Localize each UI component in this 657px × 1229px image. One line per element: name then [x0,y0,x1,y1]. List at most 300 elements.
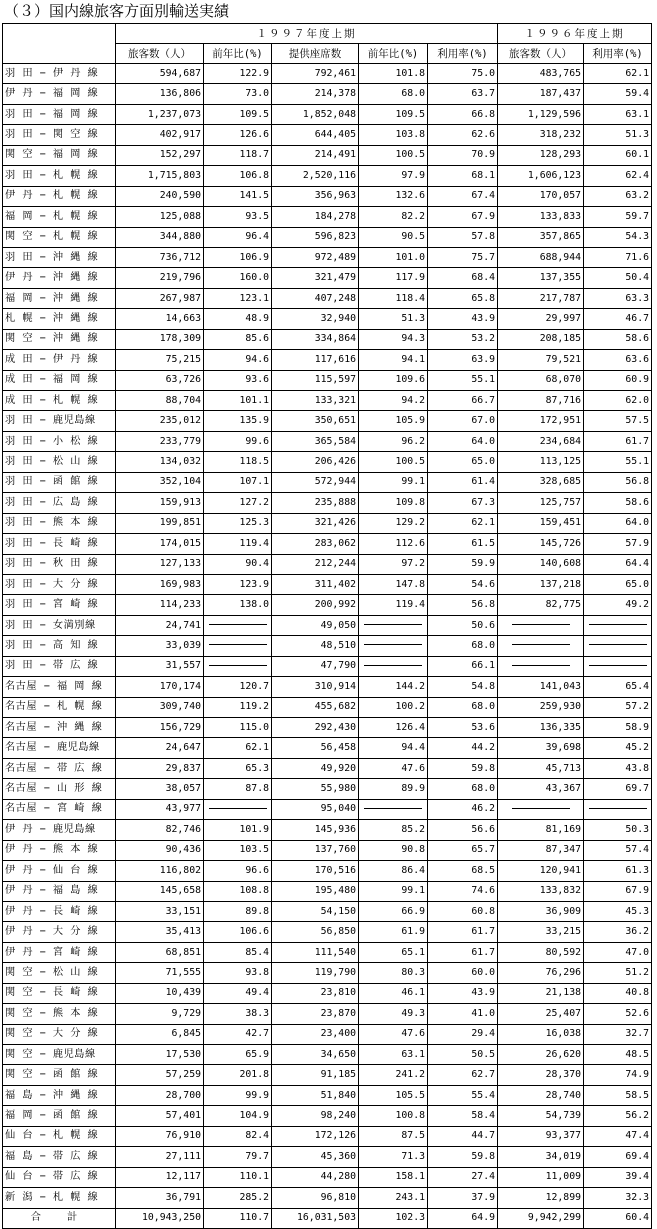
passengers-yoy-cell: 101.9 [204,820,272,840]
route-cell: 関 空 − 函 館 線 [3,1065,116,1085]
passengers-1997-cell: 352,104 [116,472,204,492]
route-cell: 名古屋 − 沖 縄 線 [3,718,116,738]
header-seats-1997: 提供座席数 [272,44,359,64]
passengers-yoy-cell: 160.0 [204,268,272,288]
header-passengers-1996: 旅客数（人） [498,44,584,64]
seats-yoy-cell: 105.5 [359,1085,428,1105]
load-factor-1997-cell: 53.2 [428,329,498,349]
table-row [3,513,652,533]
route-cell: 羽 田 − 関 空 線 [3,125,116,145]
passengers-yoy-cell: 96.4 [204,227,272,247]
route-cell: 伊 丹 − 長 崎 線 [3,901,116,921]
seats-yoy-cell: 101.0 [359,247,428,267]
seats-yoy-cell: 99.1 [359,881,428,901]
route-cell: 羽 田 − 宮 崎 線 [3,595,116,615]
seats-yoy-cell: 101.8 [359,64,428,84]
seats-yoy-cell: 129.2 [359,513,428,533]
load-factor-1997-cell: 62.1 [428,513,498,533]
table-row [3,861,652,881]
route-cell: 関 空 − 松 山 線 [3,963,116,983]
load-factor-1997-cell: 68.5 [428,861,498,881]
route-cell: 伊 丹 − 仙 台 線 [3,861,116,881]
table-row [3,452,652,472]
seats-cell: 321,426 [272,513,359,533]
load-factor-1997-cell: 50.6 [428,615,498,635]
route-cell: 仙 台 − 札 幌 線 [3,1126,116,1146]
load-factor-1996-cell: 60.1 [584,145,652,165]
seats-cell: 365,584 [272,431,359,451]
passengers-1996-cell: 159,451 [498,513,584,533]
header-route-corner [3,24,116,64]
load-factor-1996-cell: 60.4 [584,1208,652,1228]
load-factor-1997-cell: 46.2 [428,799,498,819]
passengers-1996-cell: 172,951 [498,411,584,431]
passengers-yoy-cell: 94.6 [204,350,272,370]
passengers-yoy-cell: 85.6 [204,329,272,349]
passengers-1997-cell: 24,647 [116,738,204,758]
passengers-1997-cell: 71,555 [116,963,204,983]
load-factor-1997-cell: 61.4 [428,472,498,492]
load-factor-1996-cell: 69.4 [584,1147,652,1167]
passengers-yoy-cell: 109.5 [204,104,272,124]
seats-cell: 54,150 [272,901,359,921]
load-factor-1997-cell: 59.8 [428,1147,498,1167]
route-cell: 成 田 − 伊 丹 線 [3,350,116,370]
passengers-1997-cell: 82,746 [116,820,204,840]
passengers-1996-cell: 234,684 [498,431,584,451]
passengers-1996-cell: 140,608 [498,554,584,574]
passengers-1996-cell: 217,787 [498,288,584,308]
seats-cell: 48,510 [272,636,359,656]
load-factor-1997-cell: 44.2 [428,738,498,758]
seats-yoy-cell: 100.5 [359,145,428,165]
seats-yoy-cell: 90.8 [359,840,428,860]
table-row [3,247,652,267]
route-cell: 合 計 [3,1208,116,1228]
seats-cell: 49,920 [272,758,359,778]
seats-cell: 49,050 [272,615,359,635]
load-factor-1997-cell: 68.0 [428,779,498,799]
route-cell: 羽 田 − 秋 田 線 [3,554,116,574]
load-factor-1997-cell: 64.0 [428,431,498,451]
seats-yoy-cell: 80.3 [359,963,428,983]
seats-yoy-cell: 89.9 [359,779,428,799]
load-factor-1997-cell: 65.7 [428,840,498,860]
passengers-yoy-cell: 110.7 [204,1208,272,1228]
seats-yoy-cell: 63.1 [359,1045,428,1065]
seats-yoy-cell: 86.4 [359,861,428,881]
passengers-1997-cell: 57,401 [116,1106,204,1126]
passengers-1997-cell: 14,663 [116,309,204,329]
load-factor-1996-cell: 56.8 [584,472,652,492]
load-factor-1996-cell: 45.3 [584,901,652,921]
seats-cell: 145,936 [272,820,359,840]
seats-yoy-cell: 87.5 [359,1126,428,1146]
passengers-1996-cell: 21,138 [498,983,584,1003]
load-factor-1996-cell: 45.2 [584,738,652,758]
passengers-yoy-cell: 82.4 [204,1126,272,1146]
load-factor-1997-cell: 37.9 [428,1188,498,1208]
route-cell: 新 潟 − 札 幌 線 [3,1188,116,1208]
passengers-1997-cell: 219,796 [116,268,204,288]
load-factor-1997-cell: 75.7 [428,247,498,267]
passengers-1997-cell: 309,740 [116,697,204,717]
seats-yoy-cell: 109.8 [359,493,428,513]
load-factor-1996-cell: 39.4 [584,1167,652,1187]
route-cell: 名古屋 − 宮 崎 線 [3,799,116,819]
seats-cell: 170,516 [272,861,359,881]
passengers-1997-cell: 6,845 [116,1024,204,1044]
no-data-dash [512,808,570,809]
seats-cell: 2,520,116 [272,166,359,186]
seats-yoy-cell: 158.1 [359,1167,428,1187]
seats-cell: 214,378 [272,84,359,104]
no-data-dash [364,665,422,666]
route-cell: 福 島 − 沖 縄 線 [3,1085,116,1105]
load-factor-1997-cell: 66.8 [428,104,498,124]
passengers-yoy-cell: 285.2 [204,1188,272,1208]
route-cell: 関 空 − 長 崎 線 [3,983,116,1003]
passengers-1996-cell: 357,865 [498,227,584,247]
route-cell: 札 幌 − 沖 縄 線 [3,309,116,329]
transport-table-container [2,23,652,1229]
seats-cell: 212,244 [272,554,359,574]
seats-yoy-cell: 94.4 [359,738,428,758]
seats-yoy-cell: 65.1 [359,942,428,962]
passengers-1996-cell: 54,739 [498,1106,584,1126]
passengers-1996-cell: 137,355 [498,268,584,288]
load-factor-1996-cell: 63.3 [584,288,652,308]
passengers-1997-cell: 33,039 [116,636,204,656]
seats-yoy-cell [359,615,428,635]
seats-yoy-cell: 90.5 [359,227,428,247]
route-cell: 羽 田 − 札 幌 線 [3,166,116,186]
seats-cell: 195,480 [272,881,359,901]
seats-yoy-cell: 94.3 [359,329,428,349]
load-factor-1996-cell: 64.4 [584,554,652,574]
route-cell: 羽 田 − 福 岡 線 [3,104,116,124]
seats-yoy-cell: 241.2 [359,1065,428,1085]
load-factor-1996-cell: 61.3 [584,861,652,881]
load-factor-1997-cell: 67.0 [428,411,498,431]
seats-cell: 133,321 [272,391,359,411]
passengers-yoy-cell: 106.6 [204,922,272,942]
route-cell: 羽 田 − 高 知 線 [3,636,116,656]
passengers-1997-cell: 63,726 [116,370,204,390]
passengers-1996-cell: 170,057 [498,186,584,206]
load-factor-1996-cell: 48.5 [584,1045,652,1065]
seats-cell: 16,031,503 [272,1208,359,1228]
route-cell: 羽 田 − 長 崎 線 [3,534,116,554]
seats-yoy-cell: 144.2 [359,677,428,697]
total-row [3,1208,652,1228]
table-row [3,963,652,983]
load-factor-1996-cell: 60.9 [584,370,652,390]
table-row [3,472,652,492]
passengers-yoy-cell [204,799,272,819]
seats-cell: 91,185 [272,1065,359,1085]
seats-yoy-cell: 109.5 [359,104,428,124]
seats-yoy-cell: 126.4 [359,718,428,738]
no-data-dash [589,665,647,666]
passengers-1996-cell: 9,942,299 [498,1208,584,1228]
load-factor-1997-cell: 27.4 [428,1167,498,1187]
load-factor-1997-cell: 60.0 [428,963,498,983]
load-factor-1997-cell: 59.9 [428,554,498,574]
load-factor-1997-cell: 68.0 [428,636,498,656]
table-row [3,125,652,145]
passengers-yoy-cell: 85.4 [204,942,272,962]
passengers-1997-cell: 156,729 [116,718,204,738]
passengers-yoy-cell: 89.8 [204,901,272,921]
passengers-1997-cell: 29,837 [116,758,204,778]
passengers-1996-cell: 113,125 [498,452,584,472]
load-factor-1997-cell: 29.4 [428,1024,498,1044]
table-row [3,391,652,411]
seats-yoy-cell: 66.9 [359,901,428,921]
load-factor-1996-cell: 59.7 [584,207,652,227]
passengers-1997-cell: 402,917 [116,125,204,145]
table-row [3,656,652,676]
seats-cell: 51,840 [272,1085,359,1105]
passengers-1997-cell: 136,806 [116,84,204,104]
seats-cell: 96,810 [272,1188,359,1208]
load-factor-1997-cell: 60.8 [428,901,498,921]
load-factor-1997-cell: 56.8 [428,595,498,615]
load-factor-1996-cell: 40.8 [584,983,652,1003]
load-factor-1996-cell: 57.2 [584,697,652,717]
passengers-1996-cell: 87,716 [498,391,584,411]
route-cell: 関 空 − 熊 本 線 [3,1004,116,1024]
seats-cell: 119,790 [272,963,359,983]
load-factor-1997-cell: 74.6 [428,881,498,901]
table-row [3,799,652,819]
seats-cell: 1,852,048 [272,104,359,124]
load-factor-1996-cell: 51.2 [584,963,652,983]
passengers-yoy-cell: 93.8 [204,963,272,983]
table-row [3,554,652,574]
passengers-1997-cell: 267,987 [116,288,204,308]
passengers-1997-cell: 145,658 [116,881,204,901]
load-factor-1997-cell: 43.9 [428,309,498,329]
passengers-yoy-cell [204,636,272,656]
passengers-1997-cell: 90,436 [116,840,204,860]
table-row [3,350,652,370]
load-factor-1996-cell [584,799,652,819]
passengers-yoy-cell: 107.1 [204,472,272,492]
seats-yoy-cell: 117.9 [359,268,428,288]
passengers-1997-cell: 114,233 [116,595,204,615]
passengers-1997-cell: 1,237,073 [116,104,204,124]
route-cell: 福 島 − 帯 広 線 [3,1147,116,1167]
table-row [3,207,652,227]
passengers-1996-cell: 208,185 [498,329,584,349]
load-factor-1996-cell: 63.6 [584,350,652,370]
table-row [3,922,652,942]
load-factor-1997-cell: 62.7 [428,1065,498,1085]
passengers-1996-cell: 125,757 [498,493,584,513]
table-row [3,1085,652,1105]
table-row [3,1167,652,1187]
seats-cell: 572,944 [272,472,359,492]
table-row [3,1004,652,1024]
load-factor-1997-cell: 67.3 [428,493,498,513]
header-seats-yoy-1997: 前年比(%) [359,44,428,64]
load-factor-1996-cell: 74.9 [584,1065,652,1085]
load-factor-1996-cell: 55.1 [584,452,652,472]
no-data-dash [364,624,422,625]
passengers-1996-cell: 87,347 [498,840,584,860]
seats-yoy-cell: 46.1 [359,983,428,1003]
passengers-yoy-cell: 118.5 [204,452,272,472]
load-factor-1996-cell: 62.1 [584,64,652,84]
load-factor-1996-cell: 58.9 [584,718,652,738]
seats-cell: 32,940 [272,309,359,329]
passengers-1997-cell: 159,913 [116,493,204,513]
passengers-yoy-cell: 101.1 [204,391,272,411]
passengers-1996-cell: 25,407 [498,1004,584,1024]
route-cell: 福 岡 − 函 館 線 [3,1106,116,1126]
passengers-1997-cell: 33,151 [116,901,204,921]
table-row [3,840,652,860]
passengers-yoy-cell: 135.9 [204,411,272,431]
table-row [3,1147,652,1167]
passengers-yoy-cell: 106.9 [204,247,272,267]
seats-yoy-cell: 97.9 [359,166,428,186]
load-factor-1997-cell: 63.9 [428,350,498,370]
passengers-yoy-cell: 119.4 [204,534,272,554]
seats-cell: 95,040 [272,799,359,819]
passengers-1996-cell: 36,909 [498,901,584,921]
seats-yoy-cell: 71.3 [359,1147,428,1167]
load-factor-1996-cell: 32.3 [584,1188,652,1208]
seats-yoy-cell: 100.5 [359,452,428,472]
passengers-1997-cell: 36,791 [116,1188,204,1208]
load-factor-1996-cell: 65.4 [584,677,652,697]
table-row [3,1024,652,1044]
passengers-1997-cell: 24,741 [116,615,204,635]
table-row [3,1188,652,1208]
load-factor-1996-cell: 57.9 [584,534,652,554]
passengers-1996-cell: 43,367 [498,779,584,799]
passengers-1997-cell: 38,057 [116,779,204,799]
route-cell: 羽 田 − 熊 本 線 [3,513,116,533]
load-factor-1996-cell: 69.7 [584,779,652,799]
seats-cell: 47,790 [272,656,359,676]
passengers-1997-cell: 1,715,803 [116,166,204,186]
passengers-1997-cell: 125,088 [116,207,204,227]
load-factor-1997-cell: 54.8 [428,677,498,697]
passengers-yoy-cell: 120.7 [204,677,272,697]
route-cell: 福 岡 − 札 幌 線 [3,207,116,227]
load-factor-1996-cell: 50.3 [584,820,652,840]
passengers-1997-cell: 199,851 [116,513,204,533]
route-cell: 羽 田 − 鹿児島線 [3,411,116,431]
table-row [3,84,652,104]
no-data-dash [589,644,647,645]
table-row [3,595,652,615]
passengers-yoy-cell [204,656,272,676]
passengers-yoy-cell: 127.2 [204,493,272,513]
table-row [3,64,652,84]
no-data-dash [589,808,647,809]
passengers-1997-cell: 736,712 [116,247,204,267]
passengers-1997-cell: 68,851 [116,942,204,962]
passengers-1997-cell: 178,309 [116,329,204,349]
route-cell: 羽 田 − 帯 広 線 [3,656,116,676]
passengers-yoy-cell [204,615,272,635]
no-data-dash [209,665,267,666]
passengers-yoy-cell: 87.8 [204,779,272,799]
seats-cell: 23,870 [272,1004,359,1024]
seats-yoy-cell: 96.2 [359,431,428,451]
load-factor-1996-cell: 51.3 [584,125,652,145]
load-factor-1996-cell: 54.3 [584,227,652,247]
passengers-1997-cell: 10,439 [116,983,204,1003]
passengers-1997-cell: 17,530 [116,1045,204,1065]
seats-cell: 792,461 [272,64,359,84]
load-factor-1996-cell: 49.2 [584,595,652,615]
passengers-1996-cell [498,799,584,819]
header-period-1997: １９９７年度上期 [116,24,498,44]
route-cell: 名古屋 − 福 岡 線 [3,677,116,697]
passengers-1997-cell: 127,133 [116,554,204,574]
load-factor-1997-cell: 55.4 [428,1085,498,1105]
table-row [3,268,652,288]
passengers-yoy-cell: 103.5 [204,840,272,860]
seats-cell: 44,280 [272,1167,359,1187]
route-cell: 名古屋 − 山 形 線 [3,779,116,799]
load-factor-1997-cell: 64.9 [428,1208,498,1228]
header-load-factor-1996: 利用率(%) [584,44,652,64]
passengers-1997-cell: 28,700 [116,1085,204,1105]
passengers-1996-cell: 93,377 [498,1126,584,1146]
route-cell: 羽 田 − 松 山 線 [3,452,116,472]
seats-cell: 117,616 [272,350,359,370]
passengers-1996-cell: 16,038 [498,1024,584,1044]
table-row [3,820,652,840]
seats-cell: 172,126 [272,1126,359,1146]
passengers-1996-cell: 141,043 [498,677,584,697]
passengers-1996-cell: 11,009 [498,1167,584,1187]
passengers-yoy-cell: 73.0 [204,84,272,104]
route-cell: 名古屋 − 鹿児島線 [3,738,116,758]
seats-cell: 321,479 [272,268,359,288]
route-cell: 関 空 − 沖 縄 線 [3,329,116,349]
route-cell: 名古屋 − 札 幌 線 [3,697,116,717]
passengers-1997-cell: 169,983 [116,574,204,594]
route-cell: 羽 田 − 大 分 線 [3,574,116,594]
load-factor-1996-cell: 71.6 [584,247,652,267]
route-cell: 羽 田 − 伊 丹 線 [3,64,116,84]
seats-yoy-cell [359,636,428,656]
seats-yoy-cell: 243.1 [359,1188,428,1208]
seats-yoy-cell: 99.1 [359,472,428,492]
route-cell: 名古屋 − 帯 広 線 [3,758,116,778]
table-row [3,309,652,329]
passengers-1996-cell: 12,899 [498,1188,584,1208]
load-factor-1996-cell: 62.0 [584,391,652,411]
passengers-1996-cell [498,656,584,676]
passengers-yoy-cell: 123.9 [204,574,272,594]
load-factor-1997-cell: 75.0 [428,64,498,84]
passengers-1996-cell: 137,218 [498,574,584,594]
seats-cell: 407,248 [272,288,359,308]
passengers-yoy-cell: 118.7 [204,145,272,165]
passengers-1996-cell: 82,775 [498,595,584,615]
route-cell: 伊 丹 − 札 幌 線 [3,186,116,206]
seats-cell: 111,540 [272,942,359,962]
